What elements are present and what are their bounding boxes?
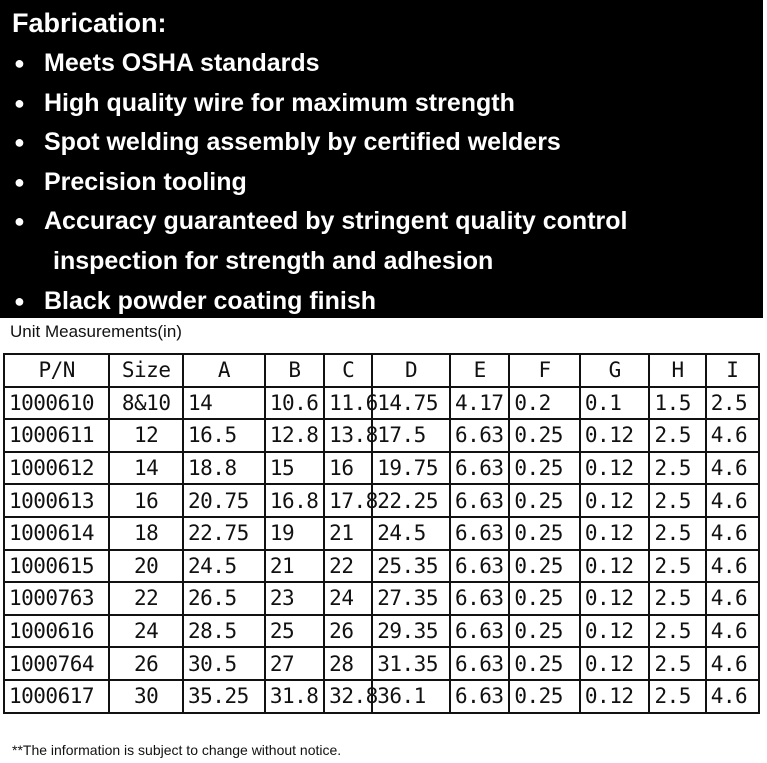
feature-text: Accuracy guaranteed by stringent quality control: [44, 207, 628, 236]
table-cell-f: 0.25: [509, 680, 580, 713]
table-cell-a: 28.5: [183, 615, 265, 648]
table-cell-pn: 1000613: [4, 484, 109, 517]
table-cell-g: 0.12: [580, 517, 650, 550]
table-cell-f: 0.25: [509, 615, 580, 648]
table-cell-size: 12: [109, 419, 183, 452]
table-cell-b: 21: [265, 550, 324, 583]
table-cell-a: 20.75: [183, 484, 265, 517]
bullet-icon: ●: [14, 132, 25, 153]
table-cell-e: 6.63: [450, 680, 509, 713]
table-cell-d: 17.5: [372, 419, 450, 452]
table-row: [4, 550, 759, 583]
fabrication-banner: [0, 0, 763, 318]
table-cell-d: 36.1: [372, 680, 450, 713]
table-cell-pn: 1000763: [4, 582, 109, 615]
table-cell-size: 8&10: [109, 387, 183, 420]
table-cell-c: 32.8: [324, 680, 372, 713]
table-cell-size: 24: [109, 615, 183, 648]
table-cell-b: 15: [265, 452, 324, 485]
bullet-icon: ●: [14, 211, 25, 232]
feature-text: Spot welding assembly by certified welders: [44, 128, 561, 157]
table-cell-a: 18.8: [183, 452, 265, 485]
table-cell-e: 6.63: [450, 517, 509, 550]
table-cell-i: 4.6: [706, 550, 759, 583]
table-cell-g: 0.12: [580, 484, 650, 517]
table-cell-b: 19: [265, 517, 324, 550]
column-header-size: Size: [109, 354, 183, 387]
table-cell-d: 27.35: [372, 582, 450, 615]
table-cell-g: 0.12: [580, 582, 650, 615]
table-cell-f: 0.25: [509, 517, 580, 550]
table-row: [4, 615, 759, 648]
table-cell-h: 2.5: [649, 419, 705, 452]
table-cell-c: 16: [324, 452, 372, 485]
table-cell-i: 4.6: [706, 484, 759, 517]
table-cell-d: 29.35: [372, 615, 450, 648]
table-cell-d: 22.25: [372, 484, 450, 517]
table-cell-b: 10.6: [265, 387, 324, 420]
table-body: [4, 387, 759, 713]
table-cell-b: 25: [265, 615, 324, 648]
table-cell-h: 2.5: [649, 647, 705, 680]
column-header-i: I: [706, 354, 759, 387]
table-cell-h: 2.5: [649, 582, 705, 615]
table-cell-e: 6.63: [450, 647, 509, 680]
table-row: [4, 452, 759, 485]
table-cell-c: 17.8: [324, 484, 372, 517]
table-row: [4, 419, 759, 452]
table-cell-h: 1.5: [649, 387, 705, 420]
table-cell-size: 14: [109, 452, 183, 485]
column-header-h: H: [649, 354, 705, 387]
table-cell-h: 2.5: [649, 484, 705, 517]
table-cell-h: 2.5: [649, 615, 705, 648]
table-cell-i: 4.6: [706, 647, 759, 680]
table-cell-f: 0.2: [509, 387, 580, 420]
table-cell-b: 23: [265, 582, 324, 615]
table-cell-c: 28: [324, 647, 372, 680]
table-cell-e: 6.63: [450, 419, 509, 452]
table-row: [4, 387, 759, 420]
table-cell-e: 6.63: [450, 484, 509, 517]
table-cell-b: 27: [265, 647, 324, 680]
feature-text: High quality wire for maximum strength: [44, 88, 515, 117]
table-cell-pn: 1000615: [4, 550, 109, 583]
column-header-g: G: [580, 354, 650, 387]
table-cell-d: 19.75: [372, 452, 450, 485]
fabrication-title: Fabrication:: [12, 8, 167, 38]
table-cell-size: 16: [109, 484, 183, 517]
feature-text: Precision tooling: [44, 167, 247, 196]
table-header-row: [4, 354, 759, 387]
spec-table: [3, 353, 760, 714]
column-header-c: C: [324, 354, 372, 387]
column-header-f: F: [509, 354, 580, 387]
table-cell-i: 4.6: [706, 582, 759, 615]
table-cell-a: 16.5: [183, 419, 265, 452]
table-cell-pn: 1000614: [4, 517, 109, 550]
table-cell-f: 0.25: [509, 419, 580, 452]
table-cell-d: 24.5: [372, 517, 450, 550]
table-cell-g: 0.12: [580, 419, 650, 452]
table-cell-g: 0.12: [580, 452, 650, 485]
table-cell-i: 2.5: [706, 387, 759, 420]
table-cell-h: 2.5: [649, 517, 705, 550]
table-cell-h: 2.5: [649, 452, 705, 485]
table-cell-a: 22.75: [183, 517, 265, 550]
table-row: [4, 484, 759, 517]
table-cell-size: 26: [109, 647, 183, 680]
table-cell-e: 6.63: [450, 550, 509, 583]
table-cell-size: 20: [109, 550, 183, 583]
table-cell-f: 0.25: [509, 582, 580, 615]
bullet-icon: ●: [14, 171, 25, 192]
table-cell-g: 0.12: [580, 615, 650, 648]
table-cell-pn: 1000611: [4, 419, 109, 452]
table-cell-c: 13.8: [324, 419, 372, 452]
table-cell-size: 30: [109, 680, 183, 713]
table-cell-i: 4.6: [706, 615, 759, 648]
table-cell-f: 0.25: [509, 550, 580, 583]
table-cell-i: 4.6: [706, 517, 759, 550]
table-cell-g: 0.1: [580, 387, 650, 420]
table-cell-i: 4.6: [706, 680, 759, 713]
table-row: [4, 647, 759, 680]
column-header-d: D: [372, 354, 450, 387]
table-cell-pn: 1000764: [4, 647, 109, 680]
table-cell-size: 22: [109, 582, 183, 615]
table-cell-f: 0.25: [509, 647, 580, 680]
units-caption: Unit Measurements(in): [10, 322, 182, 341]
table-cell-h: 2.5: [649, 550, 705, 583]
table-cell-c: 26: [324, 615, 372, 648]
table-cell-a: 30.5: [183, 647, 265, 680]
column-header-e: E: [450, 354, 509, 387]
table-cell-c: 22: [324, 550, 372, 583]
feature-text: Black powder coating finish: [44, 286, 376, 315]
table-cell-c: 24: [324, 582, 372, 615]
feature-text: Meets OSHA standards: [44, 49, 320, 77]
table-cell-b: 12.8: [265, 419, 324, 452]
table-cell-pn: 1000610: [4, 387, 109, 420]
footnote: **The information is subject to change without notice.: [12, 742, 342, 758]
table-row: [4, 517, 759, 550]
table-cell-pn: 1000612: [4, 452, 109, 485]
column-header-pn: P/N: [4, 354, 109, 387]
table-cell-f: 0.25: [509, 452, 580, 485]
table-cell-i: 4.6: [706, 419, 759, 452]
table-cell-i: 4.6: [706, 452, 759, 485]
table-cell-h: 2.5: [649, 680, 705, 713]
table-cell-c: 11.6: [324, 387, 372, 420]
table-cell-pn: 1000616: [4, 615, 109, 648]
table-cell-e: 4.17: [450, 387, 509, 420]
bullet-icon: ●: [14, 53, 25, 73]
bullet-icon: ●: [14, 290, 25, 311]
table-row: [4, 680, 759, 713]
table-cell-g: 0.12: [580, 550, 650, 583]
table-cell-a: 14: [183, 387, 265, 420]
table-cell-g: 0.12: [580, 647, 650, 680]
table-cell-size: 18: [109, 517, 183, 550]
table-cell-d: 31.35: [372, 647, 450, 680]
table-cell-e: 6.63: [450, 582, 509, 615]
table-cell-d: 25.35: [372, 550, 450, 583]
table-cell-pn: 1000617: [4, 680, 109, 713]
table-cell-a: 24.5: [183, 550, 265, 583]
table-cell-g: 0.12: [580, 680, 650, 713]
table-cell-c: 21: [324, 517, 372, 550]
table-cell-e: 6.63: [450, 452, 509, 485]
table-cell-e: 6.63: [450, 615, 509, 648]
table-cell-b: 16.8: [265, 484, 324, 517]
feature-text: inspection for strength and adhesion: [53, 246, 494, 275]
table-cell-a: 35.25: [183, 680, 265, 713]
table-row: [4, 582, 759, 615]
table-cell-f: 0.25: [509, 484, 580, 517]
table-cell-a: 26.5: [183, 582, 265, 615]
column-header-a: A: [183, 354, 265, 387]
column-header-b: B: [265, 354, 324, 387]
bullet-icon: ●: [14, 92, 25, 113]
table-cell-b: 31.8: [265, 680, 324, 713]
table-cell-d: 14.75: [372, 387, 450, 420]
